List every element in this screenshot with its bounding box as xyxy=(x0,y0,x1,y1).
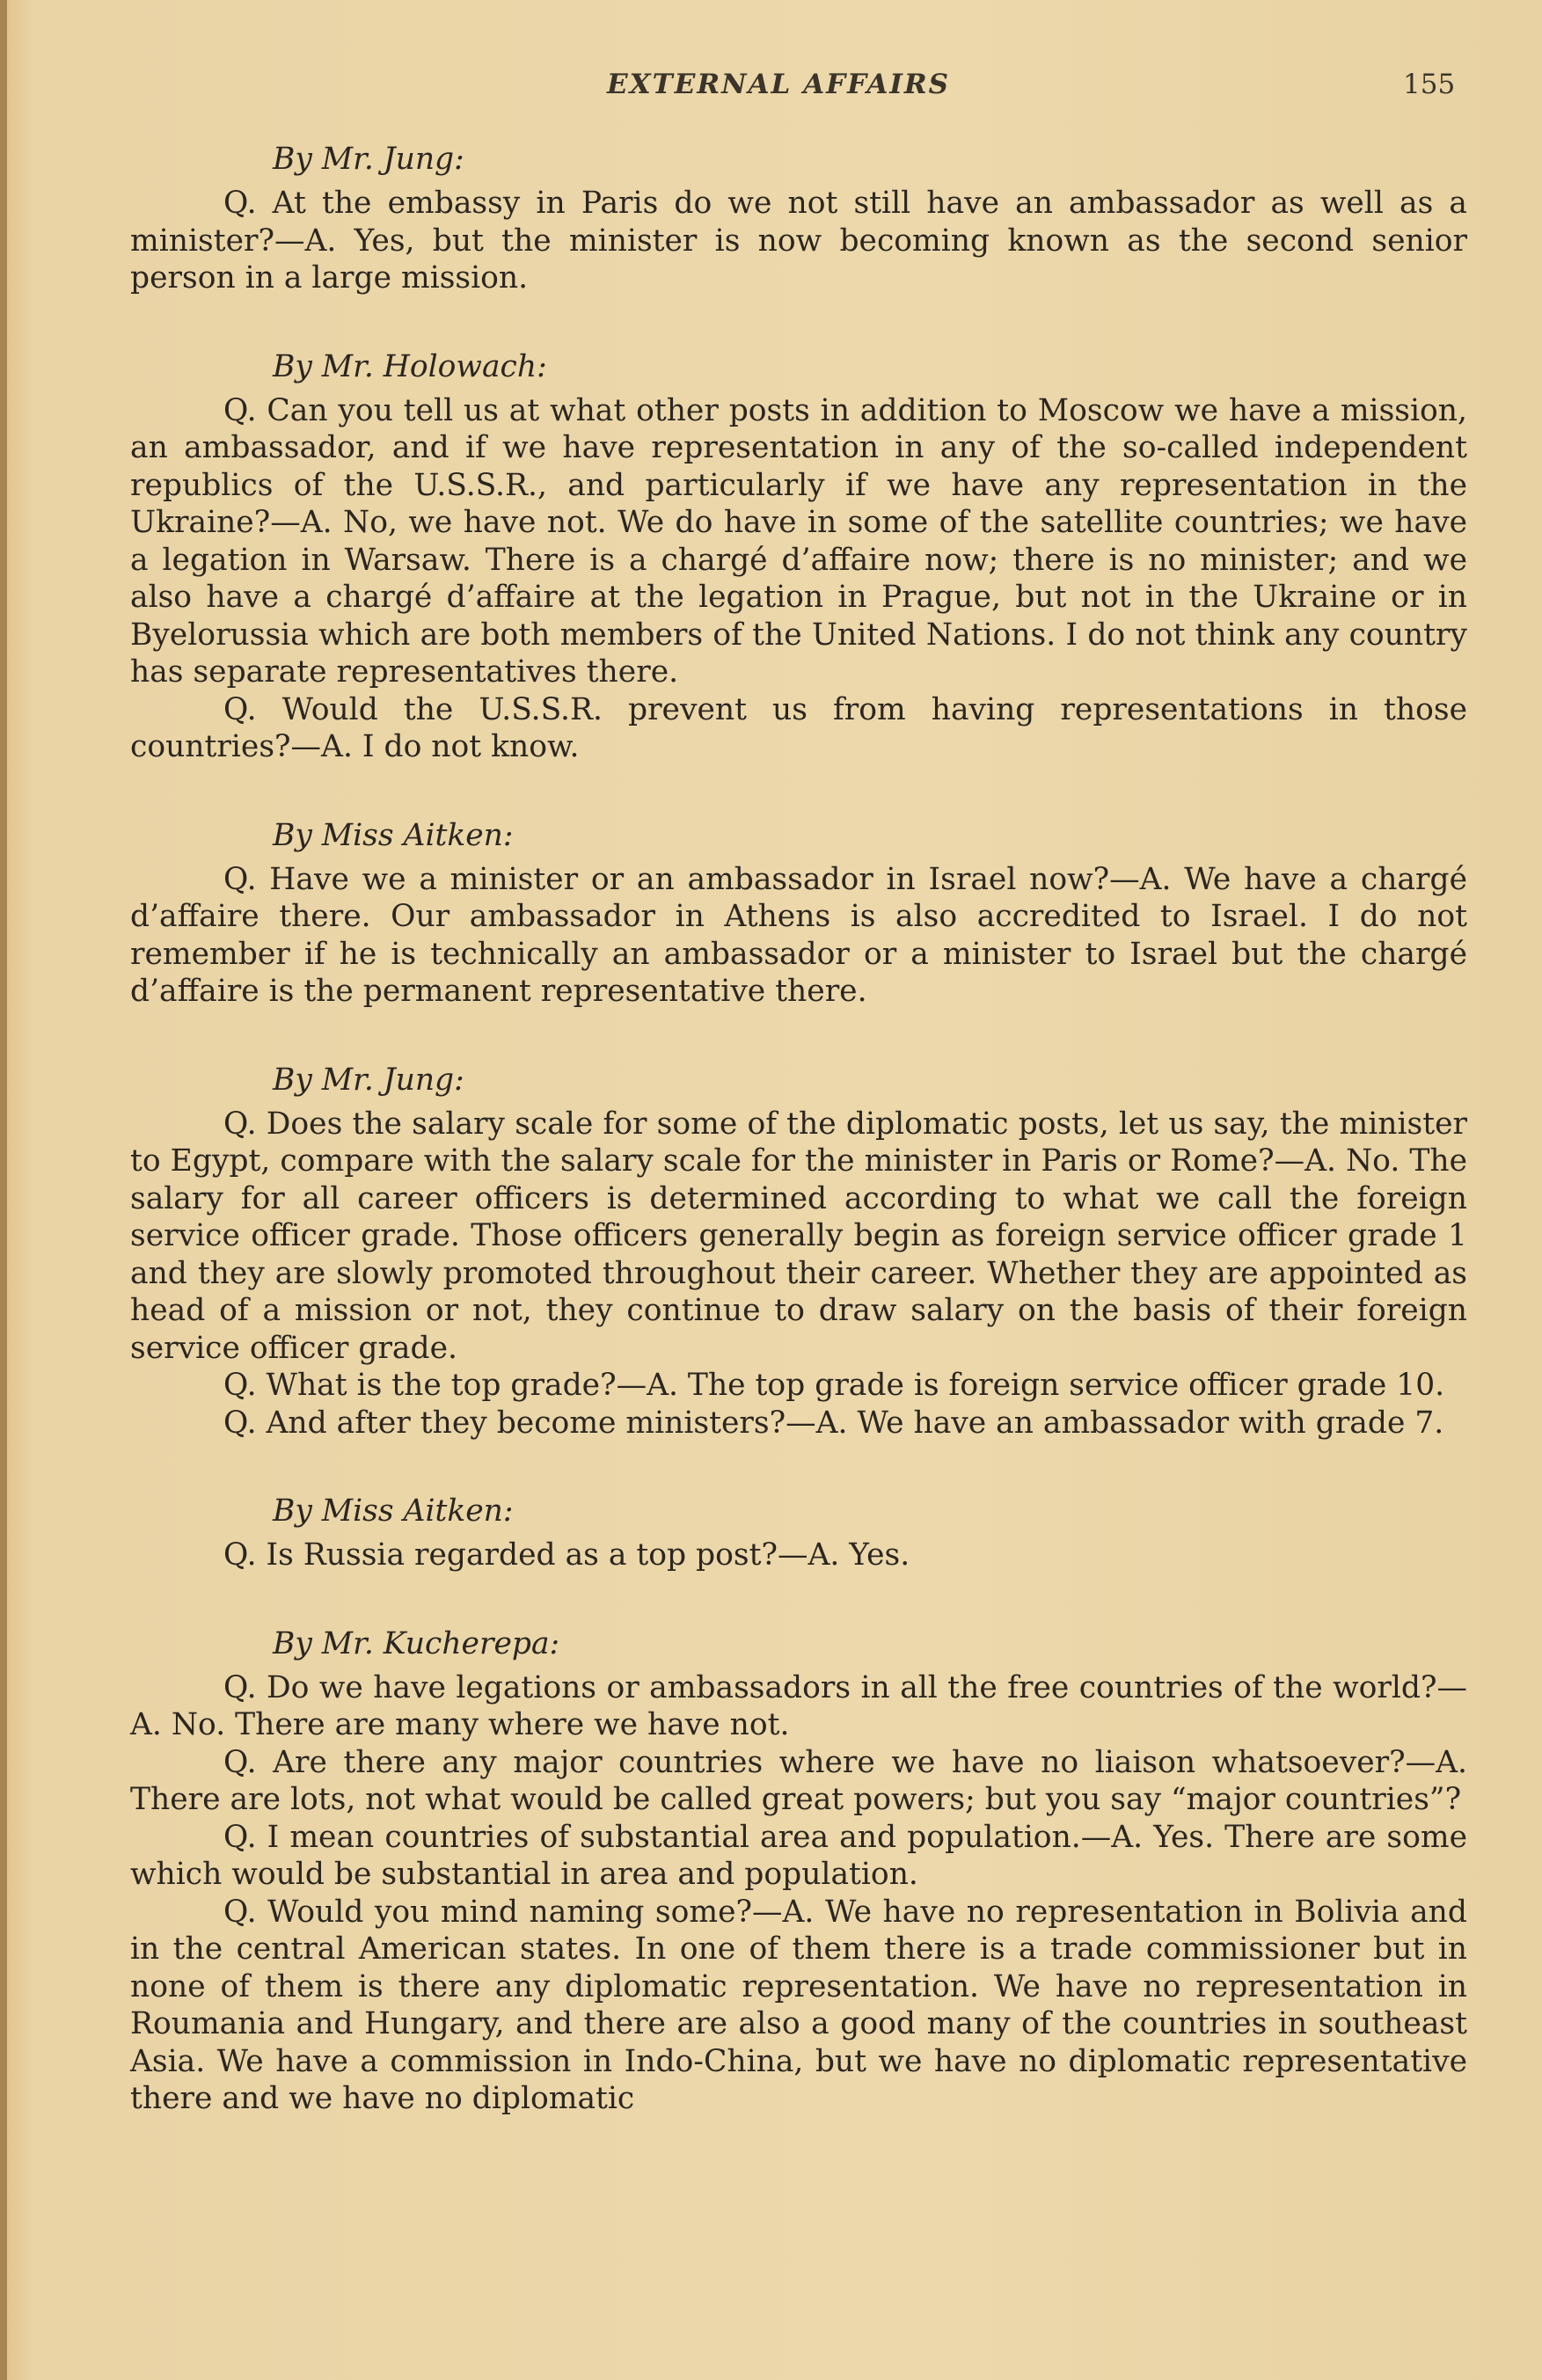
paragraph: Q. Have we a minister or an ambassador in Israel now?—A. We have a chargé d’affaire there. Our ambassador in Athens is also accredited to Israel. I do not remember if he is technically an ambassador or a minister to Israel but the chargé d’affaire is the permanent representative there. xyxy=(130,861,1467,1009)
speaker-heading: By Mr. Kucherepa: xyxy=(273,1625,560,1661)
paragraph: Q. And after they become ministers?—A. We have an ambassador with grade 7. xyxy=(223,1405,1444,1441)
testimony-section xyxy=(130,1062,1467,1442)
paragraph: Q. At the embassy in Paris do we not still have an ambassador as well as a minister?—A. Yes, but the minister is now becoming known as the second senior person in a large mission. xyxy=(130,186,1467,296)
paragraph: Q. Would the U.S.S.R. prevent us from having representations in those countries?—A. I do not know. xyxy=(130,691,1467,764)
testimony-section xyxy=(130,141,1467,297)
testimony-section xyxy=(130,348,1467,766)
body-text xyxy=(130,141,1467,2169)
paragraph: Q. Can you tell us at what other posts in addition to Moscow we have a mission, an ambassador, and if we have representation in any of the so-called independent republics of the U.S.S.R., and particularly if we have any representation in the Ukraine?—A. No, we have not. We do have in some of the satellite countries; we have a legation in Warsaw. There is a chargé d’affaire now; there is no minister; and we also have a chargé d’affaire at the legation in Prague, but not in the Ukraine or in Byelorussia which are both members of the United Nations. I do not think any country has separate representatives there. xyxy=(130,392,1467,690)
paragraph: Q. Do we have legations or ambassadors in all the free countries of the world?—A. No. There are many where we have not. xyxy=(130,1669,1467,1742)
paragraph: Q. Does the salary scale for some of the diplomatic posts, let us say, the minister to Egypt, compare with the salary scale for the minister in Paris or Rome?—A. No. The salary for all career officers is determined according to what we call the foreign service officer grade. Those officers generally begin as foreign service officer grade 1 and they are slowly promoted throughout their career. Whether they are appointed as head of a mission or not, they continue to draw salary on the basis of their foreign service officer grade. xyxy=(130,1106,1467,1366)
testimony-section xyxy=(130,1625,1467,2118)
paragraph: Q. Are there any major countries where we have no liaison whatsoever?—A. There are lots, not what would be called great powers; but you say “major countries”? xyxy=(130,1744,1467,1817)
page-spine-shadow xyxy=(0,0,7,2380)
running-header xyxy=(132,69,1469,113)
speaker-heading: By Miss Aitken: xyxy=(273,1493,514,1529)
speaker-heading: By Mr. Jung: xyxy=(273,142,464,177)
testimony-section xyxy=(130,1493,1467,1574)
speaker-heading: By Mr. Holowach: xyxy=(273,348,547,384)
speaker-heading: By Miss Aitken: xyxy=(273,817,514,853)
paragraph: Q. What is the top grade?—A. The top grade is foreign service officer grade 10. xyxy=(223,1368,1445,1403)
paragraph: Q. Is Russia regarded as a top post?—A. Yes. xyxy=(223,1537,910,1573)
page-number: 155 xyxy=(1403,69,1456,100)
testimony-section xyxy=(130,817,1467,1011)
paragraph: Q. Would you mind naming some?—A. We have no representation in Bolivia and in the central American states. In one of them there is a trade commissioner but in none of them is there any diplomatic representation. We have no representation in Roumania and Hungary, and there are also a good many of the countries in southeast Asia. We have a commission in Indo-China, but we have no diplomatic representative there and we have no diplomatic xyxy=(130,1894,1467,2116)
paragraph: Q. I mean countries of substantial area and population.—A. Yes. There are some which would be substantial in area and population. xyxy=(130,1819,1467,1892)
running-title: EXTERNAL AFFAIRS xyxy=(607,69,951,100)
speaker-heading: By Mr. Jung: xyxy=(273,1062,464,1098)
